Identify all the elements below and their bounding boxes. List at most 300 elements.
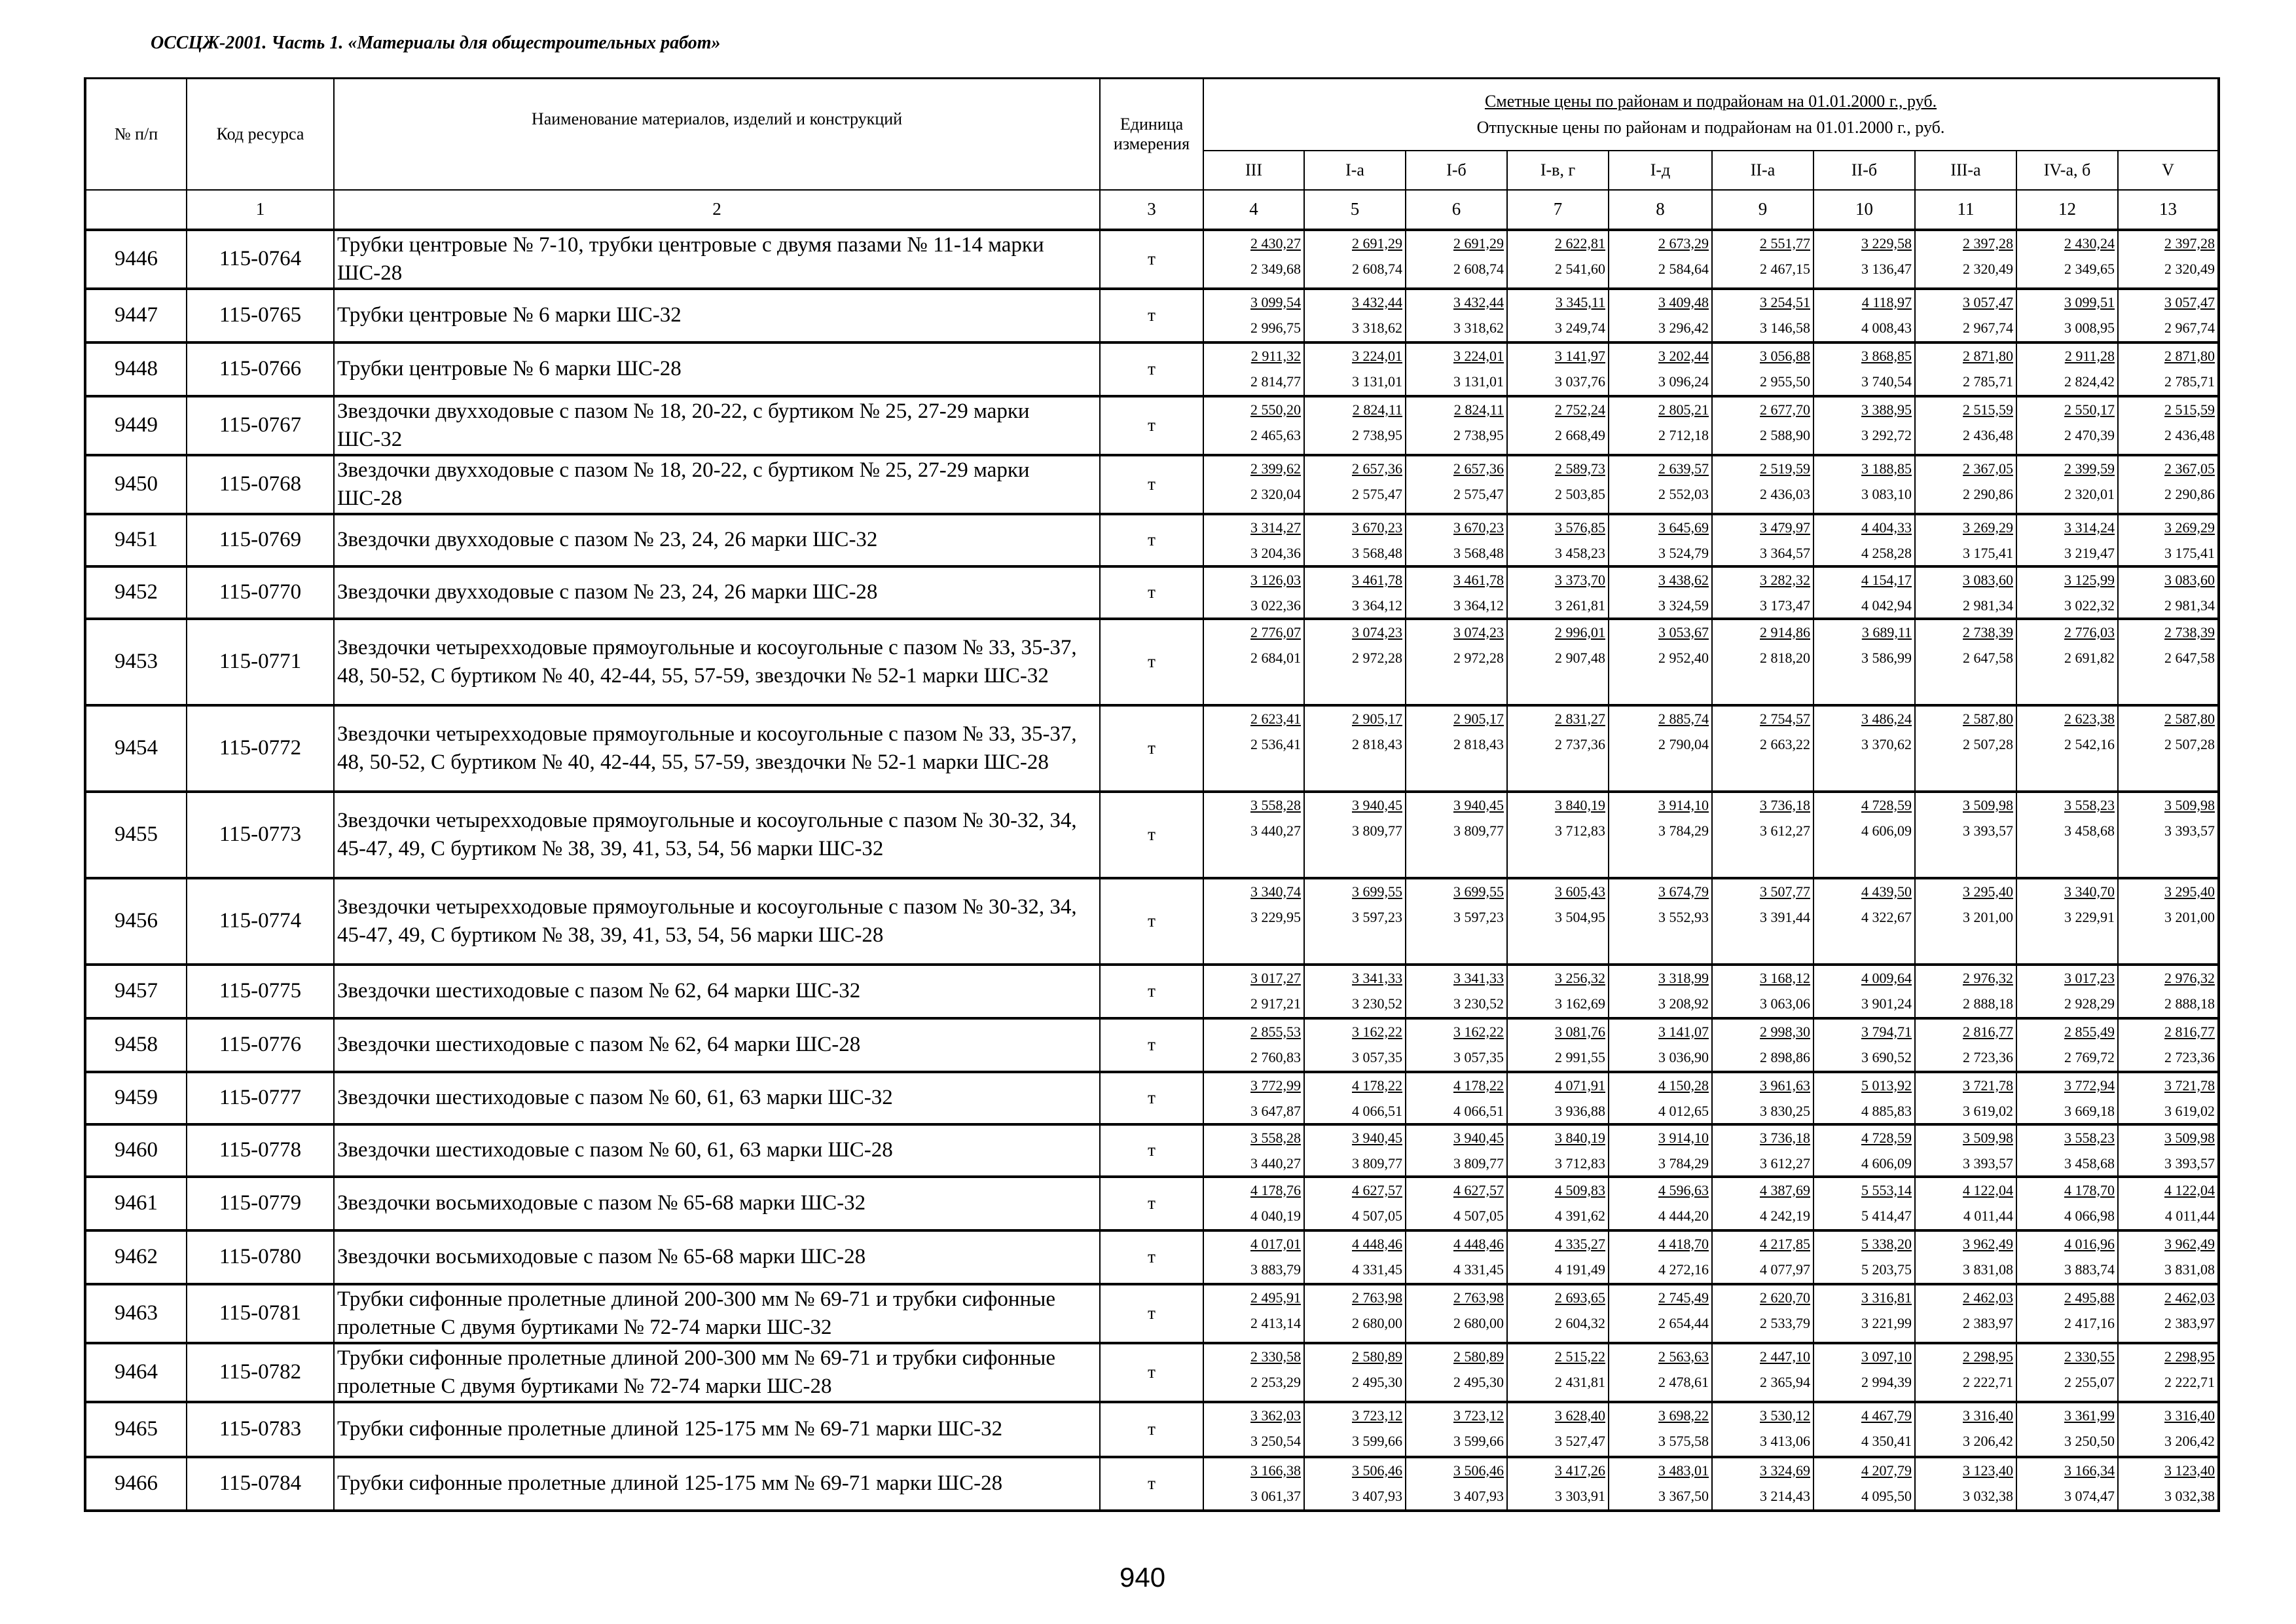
estimate-price: 3 914,10 [1658,1129,1709,1146]
table-row [85,289,2219,342]
release-price: 3 032,38 [2164,1487,2215,1504]
release-price: 2 684,01 [1250,649,1301,666]
estimate-price: 3 605,43 [1555,883,1605,900]
estimate-price: 2 399,59 [2064,460,2115,477]
estimate-price: 3 017,27 [1250,969,1301,986]
price-cell [1304,514,1406,566]
release-price: 3 612,27 [1760,1154,1810,1172]
release-price: 3 830,25 [1760,1102,1810,1119]
estimate-price: 2 871,80 [2164,347,2215,364]
release-price: 2 320,01 [2064,485,2115,502]
estimate-price: 2 976,32 [2164,969,2215,986]
price-cell [2016,342,2118,396]
resource-code: 115-0764 [187,230,334,289]
estimate-price: 2 657,36 [1453,460,1504,477]
price-cell [1203,1072,1304,1124]
unit-of-measure: т [1100,1402,1203,1457]
estimate-price: 2 620,70 [1760,1289,1810,1306]
unit-of-measure: т [1100,514,1203,566]
estimate-price: 3 558,28 [1250,796,1301,813]
price-cell [1813,965,1915,1018]
price-cell [2016,514,2118,566]
release-price: 3 575,58 [1658,1432,1709,1449]
release-price: 2 604,32 [1555,1314,1605,1331]
resource-code: 115-0766 [187,342,334,396]
price-cell [1813,455,1915,514]
release-price: 4 606,09 [1861,1154,1912,1172]
price-cell [1712,1177,1813,1230]
price-cell [1813,1018,1915,1072]
estimate-price: 4 448,46 [1352,1235,1402,1252]
price-cell [1304,792,1406,878]
release-price: 2 907,48 [1555,649,1605,666]
price-cell [1203,566,1304,619]
estimate-price: 2 330,58 [1250,1348,1301,1365]
release-price: 3 096,24 [1658,373,1709,390]
price-cell [1507,1177,1609,1230]
district-header: I-б [1406,151,1507,190]
estimate-price: 4 467,79 [1861,1407,1912,1424]
estimate-price: 4 017,01 [1250,1235,1301,1252]
price-cell [1609,1457,1712,1511]
release-price: 2 928,29 [2064,995,2115,1012]
estimate-price: 2 752,24 [1555,401,1605,418]
column-index [85,190,187,230]
release-price: 3 568,48 [1453,544,1504,561]
price-cell [2118,1072,2219,1124]
price-cell [2016,230,2118,289]
estimate-price: 2 657,36 [1352,460,1402,477]
column-index: 6 [1406,190,1507,230]
release-price: 3 712,83 [1555,822,1605,839]
price-cell [1813,342,1915,396]
price-cell [2118,1230,2219,1284]
estimate-price: 2 763,98 [1352,1289,1402,1306]
release-price: 2 967,74 [1963,319,2013,336]
estimate-price: 3 689,11 [1861,623,1912,640]
price-cell [1813,566,1915,619]
estimate-price: 3 168,12 [1760,969,1810,986]
price-cell [1304,619,1406,705]
release-price: 3 784,29 [1658,1154,1709,1172]
price-cell [1712,342,1813,396]
price-cell [1304,566,1406,619]
estimate-price: 3 670,23 [1453,519,1504,536]
estimate-price: 2 855,49 [2064,1023,2115,1040]
price-cell [1915,1018,2016,1072]
price-cell [2016,1284,2118,1343]
release-price: 2 647,58 [1963,649,2013,666]
estimate-price: 3 224,01 [1352,347,1402,364]
price-cell [2118,1457,2219,1511]
estimate-price: 3 506,46 [1352,1462,1402,1479]
estimate-price: 3 318,99 [1658,969,1709,986]
estimate-price: 2 824,11 [1352,401,1402,418]
release-price: 2 320,49 [1963,260,2013,277]
price-cell [1304,230,1406,289]
price-cell [1406,1124,1507,1177]
price-cell [2016,792,2118,878]
estimate-price: 4 217,85 [1760,1235,1810,1252]
release-price: 2 507,28 [1963,735,2013,752]
price-cell [1712,965,1813,1018]
estimate-price: 2 905,17 [1453,710,1504,727]
estimate-price: 3 772,99 [1250,1077,1301,1094]
release-price: 4 272,16 [1658,1261,1709,1278]
price-cell [1712,514,1813,566]
release-price: 3 204,36 [1250,544,1301,561]
estimate-price: 5 553,14 [1861,1181,1912,1198]
estimate-price: 3 314,24 [2064,519,2115,536]
unit-of-measure: т [1100,289,1203,342]
release-price: 4 095,50 [1861,1487,1912,1504]
release-price: 3 221,99 [1861,1314,1912,1331]
estimate-price: 3 723,12 [1352,1407,1402,1424]
estimate-price: 3 224,01 [1453,347,1504,364]
release-price: 2 917,21 [1250,995,1301,1012]
release-price: 2 668,49 [1555,426,1605,443]
column-index: 9 [1712,190,1813,230]
unit-of-measure: т [1100,1343,1203,1402]
price-cell [1507,566,1609,619]
table-row [85,1018,2219,1072]
price-cell [1712,792,1813,878]
price-cell [2118,396,2219,455]
estimate-price: 3 558,23 [2064,796,2115,813]
release-price: 2 533,79 [1760,1314,1810,1331]
estimate-price: 3 479,97 [1760,519,1810,536]
release-price: 3 057,35 [1453,1048,1504,1065]
price-cell [1813,396,1915,455]
release-price: 3 206,42 [1963,1432,2013,1449]
estimate-price: 2 367,05 [1963,460,2013,477]
estimate-price: 2 622,81 [1555,234,1605,251]
table-row [85,619,2219,705]
price-cell [1609,289,1712,342]
estimate-price: 2 738,39 [2164,623,2215,640]
release-price: 4 606,09 [1861,822,1912,839]
table-row [85,965,2219,1018]
release-price: 3 883,74 [2064,1261,2115,1278]
release-price: 3 568,48 [1352,544,1402,561]
price-cell [1712,566,1813,619]
estimate-price: 3 868,85 [1861,347,1912,364]
price-cell [1813,1072,1915,1124]
price-cell [1915,1124,2016,1177]
estimate-price: 3 123,40 [2164,1462,2215,1479]
resource-code: 115-0770 [187,566,334,619]
release-price: 3 037,76 [1555,373,1605,390]
price-cell [2016,1402,2118,1457]
price-cell [2016,1177,2118,1230]
estimate-price: 4 627,57 [1453,1181,1504,1198]
col-header-code: Код ресурса [187,79,334,190]
estimate-price: 3 295,40 [2164,883,2215,900]
release-price: 3 809,77 [1453,822,1504,839]
resource-code: 115-0775 [187,965,334,1018]
estimate-price: 3 940,45 [1352,796,1402,813]
estimate-price: 2 745,49 [1658,1289,1709,1306]
estimate-price: 4 627,57 [1352,1181,1402,1198]
release-price: 2 290,86 [2164,485,2215,502]
release-price: 3 229,91 [2064,908,2115,925]
estimate-price: 3 141,97 [1555,347,1605,364]
release-price: 2 955,50 [1760,373,1810,390]
estimate-price: 2 587,80 [2164,710,2215,727]
price-cell [2118,619,2219,705]
release-price: 2 738,95 [1453,426,1504,443]
price-cell [2118,1177,2219,1230]
estimate-price: 3 141,07 [1658,1023,1709,1040]
estimate-price: 3 125,99 [2064,571,2115,588]
price-cell [1406,1177,1507,1230]
estimate-price: 3 057,47 [2164,293,2215,310]
col-header-prices [1203,79,2219,151]
material-name: Трубки центровые № 6 марки ШС-28 [334,342,1100,396]
release-price: 2 818,43 [1453,735,1504,752]
price-cell [1304,1018,1406,1072]
release-price: 2 981,34 [2164,597,2215,614]
table-row [85,566,2219,619]
column-index: 11 [1915,190,2016,230]
estimate-price: 3 074,23 [1352,623,1402,640]
material-name: Звездочки двухходовые с пазом № 18, 20-22, с буртиком № 25, 27-29 марки ШС-32 [334,396,1100,455]
row-number: 9449 [85,396,187,455]
release-price: 3 712,83 [1555,1154,1605,1172]
row-number: 9455 [85,792,187,878]
estimate-price: 2 298,95 [2164,1348,2215,1365]
release-price: 2 542,16 [2064,735,2115,752]
estimate-price: 2 462,03 [1963,1289,2013,1306]
price-cell [1915,289,2016,342]
estimate-price: 3 914,10 [1658,796,1709,813]
estimate-price: 3 316,40 [2164,1407,2215,1424]
estimate-price: 3 362,03 [1250,1407,1301,1424]
estimate-price: 3 699,55 [1352,883,1402,900]
price-cell [2118,705,2219,792]
estimate-price: 2 515,59 [1963,401,2013,418]
release-price: 3 597,23 [1352,908,1402,925]
release-price: 3 612,27 [1760,822,1810,839]
release-price: 4 322,67 [1861,908,1912,925]
district-header: II-а [1712,151,1813,190]
estimate-price: 2 816,77 [1963,1023,2013,1040]
price-cell [1304,1343,1406,1402]
release-price: 3 504,95 [1555,908,1605,925]
estimate-price: 2 976,32 [1963,969,2013,986]
price-cell [1507,1018,1609,1072]
release-price: 2 996,75 [1250,319,1301,336]
release-price: 2 588,90 [1760,426,1810,443]
estimate-price: 2 515,22 [1555,1348,1605,1365]
price-cell [1813,792,1915,878]
price-cell [2016,1124,2118,1177]
estimate-price: 3 269,29 [2164,519,2215,536]
release-price: 2 785,71 [2164,373,2215,390]
estimate-price: 2 885,74 [1658,710,1709,727]
table-row [85,342,2219,396]
estimate-price: 2 623,41 [1250,710,1301,727]
document-header: ОССЦЖ-2001. Часть 1. «Материалы для общестроительных работ» [151,33,721,53]
release-price: 4 066,98 [2064,1207,2115,1224]
estimate-price: 2 515,59 [2164,401,2215,418]
price-cell [2118,514,2219,566]
price-cell [1304,396,1406,455]
price-cell [1609,455,1712,514]
release-price: 2 552,03 [1658,485,1709,502]
material-name: Звездочки шестиходовые с пазом № 60, 61, 63 марки ШС-32 [334,1072,1100,1124]
estimate-price: 3 256,32 [1555,969,1605,986]
estimate-price: 3 840,19 [1555,796,1605,813]
col-header-unit: Единица измерения [1100,79,1203,190]
estimate-price: 3 509,98 [2164,1129,2215,1146]
release-price: 3 230,52 [1352,995,1402,1012]
release-price: 3 619,02 [2164,1102,2215,1119]
estimate-price: 3 961,63 [1760,1077,1810,1094]
price-cell [1203,619,1304,705]
price-cell [1507,1072,1609,1124]
unit-of-measure: т [1100,1177,1203,1230]
release-price: 2 222,71 [2164,1373,2215,1390]
column-index: 8 [1609,190,1712,230]
release-price: 3 393,57 [1963,1154,2013,1172]
price-cell [1813,230,1915,289]
price-cell [1203,878,1304,965]
estimate-price: 2 367,05 [2164,460,2215,477]
unit-of-measure: т [1100,965,1203,1018]
estimate-price: 2 905,17 [1352,710,1402,727]
release-price: 2 470,39 [2064,426,2115,443]
estimate-price: 2 447,10 [1760,1348,1810,1365]
estimate-price: 3 576,85 [1555,519,1605,536]
estimate-price: 2 911,32 [1250,347,1301,364]
price-cell [1915,619,2016,705]
row-number: 9446 [85,230,187,289]
row-number: 9461 [85,1177,187,1230]
estimate-price: 3 099,54 [1250,293,1301,310]
release-price: 2 818,20 [1760,649,1810,666]
unit-of-measure: т [1100,566,1203,619]
release-price: 3 586,99 [1861,649,1912,666]
price-cell [1203,342,1304,396]
estimate-price: 3 282,32 [1760,571,1810,588]
price-cell [2016,965,2118,1018]
estimate-price: 3 698,22 [1658,1407,1709,1424]
estimate-price: 3 017,23 [2064,969,2115,986]
release-price: 2 222,71 [1963,1373,2013,1390]
estimate-price: 3 645,69 [1658,519,1709,536]
release-price: 4 011,44 [1963,1207,2013,1224]
estimate-price: 2 776,07 [1250,623,1301,640]
row-number: 9451 [85,514,187,566]
district-header: I-а [1304,151,1406,190]
price-cell [1406,566,1507,619]
resource-code: 115-0784 [187,1457,334,1511]
resource-code: 115-0781 [187,1284,334,1343]
price-cell [2118,878,2219,965]
estimate-price: 2 914,86 [1760,623,1810,640]
release-price: 2 541,60 [1555,260,1605,277]
price-cell [1915,1230,2016,1284]
page-number: 940 [1120,1562,1166,1593]
release-price: 2 507,28 [2164,735,2215,752]
release-price: 2 383,97 [2164,1314,2215,1331]
price-cell [2016,396,2118,455]
release-price: 3 619,02 [1963,1102,2013,1119]
release-price: 2 536,41 [1250,735,1301,752]
release-price: 2 738,95 [1352,426,1402,443]
release-price: 3 214,43 [1760,1487,1810,1504]
price-cell [1507,1457,1609,1511]
price-cell [1609,342,1712,396]
col-header-name: Наименование материалов, изделий и конструкций [334,79,1100,190]
estimate-price: 2 589,73 [1555,460,1605,477]
price-cell [1813,878,1915,965]
estimate-price: 3 083,60 [2164,571,2215,588]
resource-code: 115-0773 [187,792,334,878]
price-cell [1712,1402,1813,1457]
release-price: 2 383,97 [1963,1314,2013,1331]
price-cell [1507,1230,1609,1284]
resource-code: 115-0772 [187,705,334,792]
price-cell [1712,289,1813,342]
price-cell [2118,566,2219,619]
release-price: 3 201,00 [2164,908,2215,925]
release-price: 3 936,88 [1555,1102,1605,1119]
unit-of-measure: т [1100,705,1203,792]
release-price: 3 324,59 [1658,597,1709,614]
price-cell [1609,396,1712,455]
release-price: 2 495,30 [1352,1373,1402,1390]
price-cell [1915,965,2016,1018]
release-price: 2 467,15 [1760,260,1810,277]
release-price: 2 952,40 [1658,649,1709,666]
unit-of-measure: т [1100,1230,1203,1284]
price-cell [1507,230,1609,289]
price-cell [1609,230,1712,289]
release-price: 4 242,19 [1760,1207,1810,1224]
estimate-price: 2 430,24 [2064,234,2115,251]
release-price: 2 503,85 [1555,485,1605,502]
release-price: 3 393,57 [2164,822,2215,839]
release-price: 3 364,12 [1453,597,1504,614]
estimate-price: 3 295,40 [1963,883,2013,900]
district-header: III-а [1915,151,2016,190]
table-row [85,1230,2219,1284]
estimate-price: 2 691,29 [1453,234,1504,251]
release-price: 3 407,93 [1453,1487,1504,1504]
district-header: II-б [1813,151,1915,190]
estimate-price: 4 439,50 [1861,883,1912,900]
estimate-price: 2 563,63 [1658,1348,1709,1365]
price-cell [1304,1072,1406,1124]
estimate-price: 4 728,59 [1861,796,1912,813]
release-price: 2 680,00 [1352,1314,1402,1331]
release-price: 2 818,43 [1352,735,1402,752]
price-cell [1507,1343,1609,1402]
price-cell [1203,705,1304,792]
release-price: 2 608,74 [1453,260,1504,277]
price-cell [1507,396,1609,455]
price-cell [1203,1230,1304,1284]
price-cell [1203,1018,1304,1072]
release-price: 3 784,29 [1658,822,1709,839]
price-cell [2118,1018,2219,1072]
estimate-price: 3 432,44 [1352,293,1402,310]
release-price: 2 575,47 [1352,485,1402,502]
estimate-price: 3 674,79 [1658,883,1709,900]
release-price: 3 146,58 [1760,319,1810,336]
